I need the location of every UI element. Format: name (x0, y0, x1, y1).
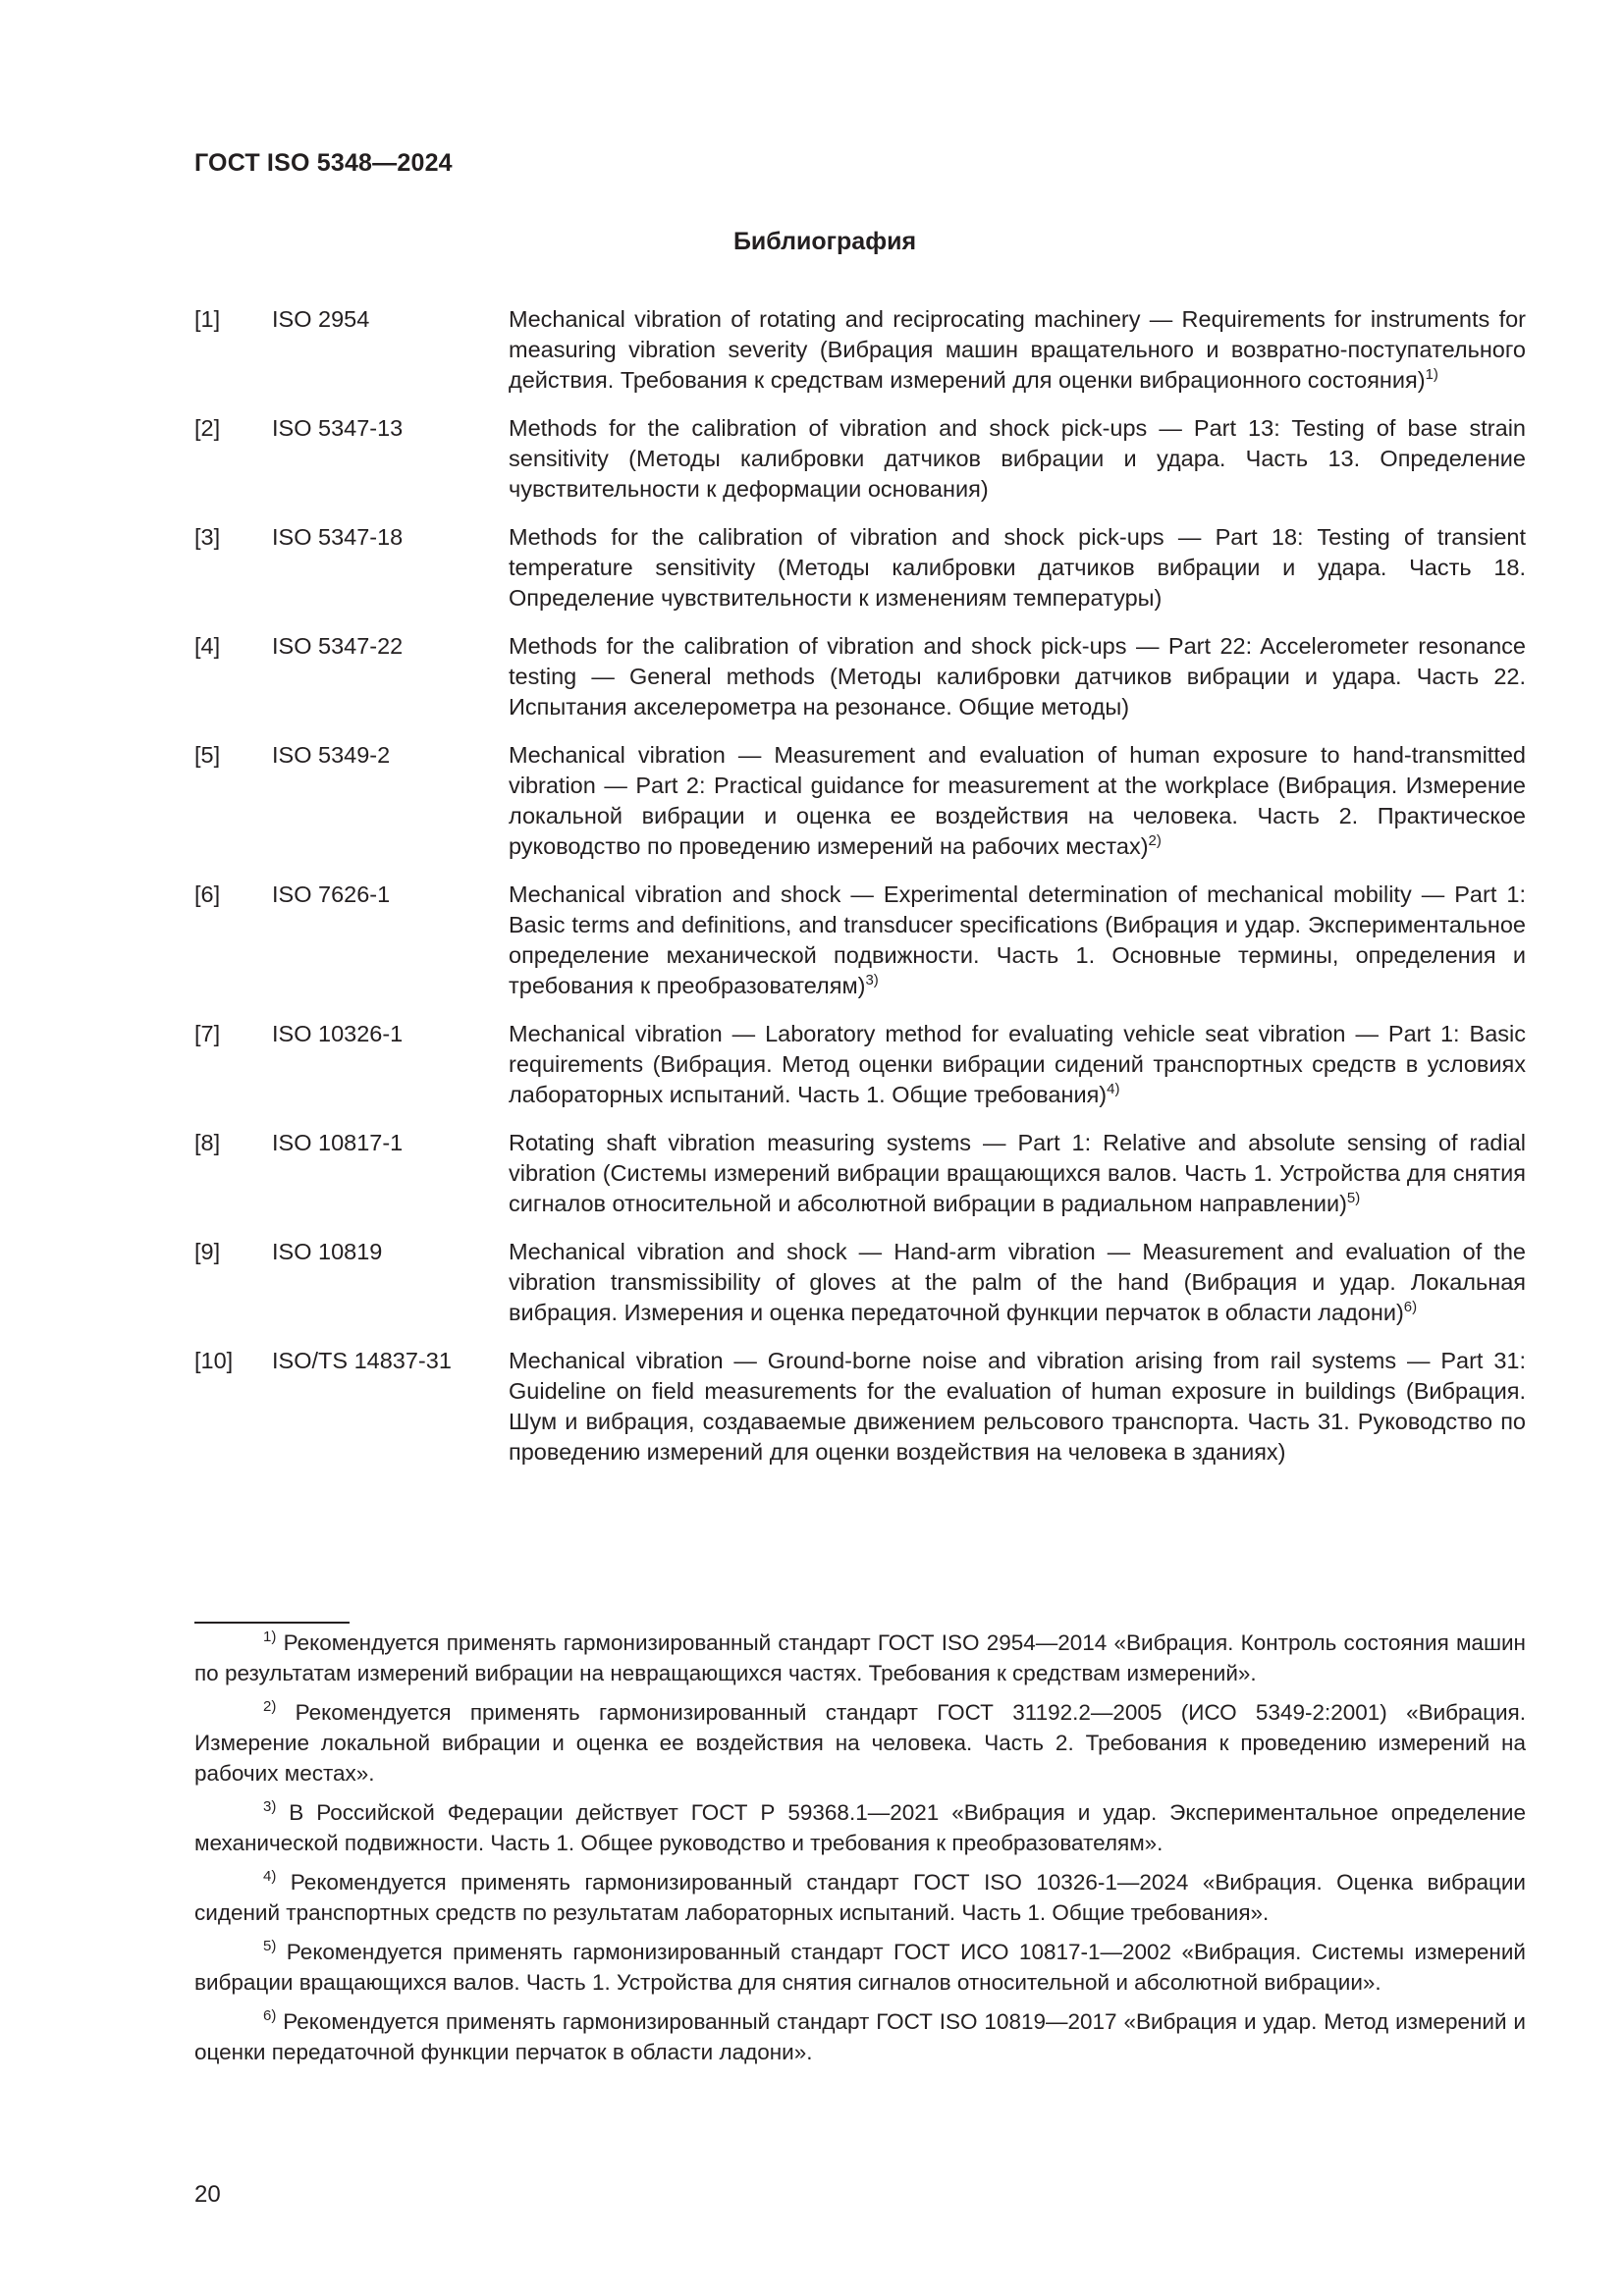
entry-title (509, 1128, 1526, 1219)
bibliography-entry (194, 522, 1526, 614)
entry-title (509, 1237, 1526, 1328)
bibliography-entry (194, 631, 1526, 722)
footnote-mark: 4) (263, 1868, 277, 1885)
bibliography-list (194, 304, 1526, 1485)
footnote (194, 1867, 1526, 1928)
footnote-text: Рекомендуется применять гармонизированный стандарт ГОСТ ISO 10326-1—2024 «Вибрация. Оценка вибрации сидений транспортных средств по результатам лабораторных испытаний. Часть 1. Общие требования». (194, 1870, 1526, 1925)
standard-code: ISO 5347-22 (272, 633, 404, 659)
footnote-separator (194, 1622, 350, 1624)
footnote-mark: 3) (263, 1798, 277, 1815)
entry-number: [6] (194, 881, 221, 907)
footnote-mark: 6) (263, 2007, 277, 2024)
bibliography-entry (194, 740, 1526, 862)
entry-number: [10] (194, 1348, 234, 1373)
standard-code: ISO 10326-1 (272, 1021, 404, 1046)
entry-number: [4] (194, 633, 221, 659)
standard-code: ISO 5349-2 (272, 742, 391, 768)
standard-code: ISO 10819 (272, 1239, 383, 1264)
standard-code: ISO 5347-13 (272, 415, 404, 441)
entry-number: [2] (194, 415, 221, 441)
entry-title (509, 631, 1526, 722)
footnote-ref[interactable]: 5) (1346, 1190, 1361, 1206)
entry-text: Methods for the calibration of vibration and shock pick-ups — Part 22: Accelerometer resonance testing — General methods (Методы калибровки датчиков вибрации и удара. Часть 22. Испытания акселерометра на резонансе. Общие методы) (509, 633, 1526, 720)
bibliography-entry (194, 413, 1526, 505)
page-number: 20 (194, 2181, 221, 2208)
footnote-text: Рекомендуется применять гармонизированный стандарт ГОСТ ISO 2954—2014 «Вибрация. Контроль состояния машин по результатам измерений вибрации на невращающихся частях. Требования к средствам измерений». (194, 1630, 1526, 1685)
bibliography-entry (194, 1237, 1526, 1328)
entry-title (509, 1019, 1526, 1110)
entry-title (509, 522, 1526, 614)
standard-code: ISO 10817-1 (272, 1130, 404, 1155)
footnote-mark: 2) (263, 1698, 277, 1715)
standard-code: ISO 7626-1 (272, 881, 391, 907)
entry-title (509, 304, 1526, 396)
entry-text: Mechanical vibration and shock — Hand-arm vibration — Measurement and evaluation of the vibration transmissibility of gloves at the palm of the hand (Вибрация и удар. Локальная вибрация. Измерения и оценка передаточной функции перчаток в области ладони) (509, 1239, 1526, 1325)
entry-text: Mechanical vibration and shock — Experimental determination of mechanical mobility — Part 1: Basic terms and definitions, and transducer specifications (Вибрация и удар. Экспериментальное определение механической подвижности. Часть 1. Основные термины, определения и требования к преобразователям) (509, 881, 1526, 998)
footnote-mark: 5) (263, 1938, 277, 1954)
entry-text: Methods for the calibration of vibration and shock pick-ups — Part 18: Testing of transient temperature sensitivity (Методы калибровки датчиков вибрации и удара. Часть 18. Определение чувствительности к изменениям температуры) (509, 524, 1526, 611)
entry-text: Rotating shaft vibration measuring systems — Part 1: Relative and absolute sensing of radial vibration (Системы измерений вибрации вращающихся валов. Часть 1. Устройства для снятия сигналов относительной и абсолютной вибрации в радиальном направлении) (509, 1130, 1526, 1216)
entry-text: Mechanical vibration — Measurement and evaluation of human exposure to hand-transmitted vibration — Part 2: Practical guidance for measurement at the workplace (Вибрация. Измерение локальной вибрации и оценка ее воздействия на человека. Часть 2. Практическое руководство по проведению измерений на рабочих местах) (509, 742, 1526, 859)
entry-text: Mechanical vibration — Laboratory method for evaluating vehicle seat vibration — Part 1: Basic requirements (Вибрация. Метод оценки вибрации сидений транспортных средств в условиях лабораторных испытаний. Часть 1. Общие требования) (509, 1021, 1526, 1107)
entry-number: [8] (194, 1130, 221, 1155)
footnote-ref[interactable]: 2) (1148, 832, 1162, 849)
entry-number: [3] (194, 524, 221, 550)
standard-code: ISO/TS 14837-31 (272, 1348, 452, 1373)
footnote (194, 1937, 1526, 1998)
entry-text: Mechanical vibration of rotating and reciprocating machinery — Requirements for instruments for measuring vibration severity (Вибрация машин вращательного и возвратно-поступательного действия. Требования к средствам измерений для оценки вибрационного состояния) (509, 306, 1526, 393)
standard-code: ISO 2954 (272, 306, 370, 332)
entry-title (509, 740, 1526, 862)
footnote-text: Рекомендуется применять гармонизированный стандарт ГОСТ ИСО 10817-1—2002 «Вибрация. Системы измерений вибрации вращающихся валов. Часть 1. Устройства для снятия сигналов относительной и абсолютной вибрации». (194, 1940, 1526, 1995)
entry-title (509, 413, 1526, 505)
footnote (194, 1628, 1526, 1688)
bibliography-entry (194, 880, 1526, 1001)
entry-title (509, 880, 1526, 1001)
footnote (194, 1797, 1526, 1858)
footnote-text: Рекомендуется применять гармонизированный стандарт ГОСТ 31192.2—2005 (ИСО 5349-2:2001) «Вибрация. Измерение локальной вибрации и оценка ее воздействия на человека. Часть 2. Требования к проведению измерений на рабочих местах». (194, 1700, 1526, 1786)
entry-number: [9] (194, 1239, 221, 1264)
entry-text: Mechanical vibration — Ground-borne noise and vibration arising from rail systems — Part 31: Guideline on field measurements for the evaluation of human exposure in buildings (Вибрация. Шум и вибрация, создаваемые движением рельсового транспорта. Часть 31. Руководство по проведению измерений для оценки воздействия на человека в зданиях) (509, 1348, 1526, 1465)
entry-number: [5] (194, 742, 221, 768)
footnote-ref[interactable]: 1) (1425, 366, 1438, 383)
footnote-ref[interactable]: 4) (1107, 1081, 1120, 1097)
bibliography-entry (194, 1346, 1526, 1468)
footnote-text: Рекомендуется применять гармонизированный стандарт ГОСТ ISO 10819—2017 «Вибрация и удар. Метод измерений и оценки передаточной функции перчаток в области ладони». (194, 2009, 1526, 2064)
entry-title (509, 1346, 1526, 1468)
bibliography-entry (194, 1019, 1526, 1110)
entry-number: [7] (194, 1021, 221, 1046)
standard-code: ISO 5347-18 (272, 524, 404, 550)
entry-text: Methods for the calibration of vibration and shock pick-ups — Part 13: Testing of base strain sensitivity (Методы калибровки датчиков вибрации и удара. Часть 13. Определение чувствительности к деформации основания) (509, 415, 1526, 502)
footnote (194, 1697, 1526, 1789)
bibliography-entry (194, 304, 1526, 396)
footnote-text: В Российской Федерации действует ГОСТ Р 59368.1—2021 «Вибрация и удар. Экспериментальное определение механической подвижности. Часть 1. Общее руководство и требования к преобразователям». (194, 1800, 1526, 1855)
document-header: ГОСТ ISO 5348—2024 (194, 149, 453, 177)
section-title: Библиография (732, 228, 917, 255)
footnotes (194, 1628, 1526, 2076)
footnote-ref[interactable]: 6) (1403, 1299, 1418, 1315)
footnote-mark: 1) (263, 1629, 277, 1645)
footnote-ref[interactable]: 3) (865, 972, 879, 988)
bibliography-entry (194, 1128, 1526, 1219)
entry-number: [1] (194, 306, 221, 332)
footnote (194, 2006, 1526, 2067)
